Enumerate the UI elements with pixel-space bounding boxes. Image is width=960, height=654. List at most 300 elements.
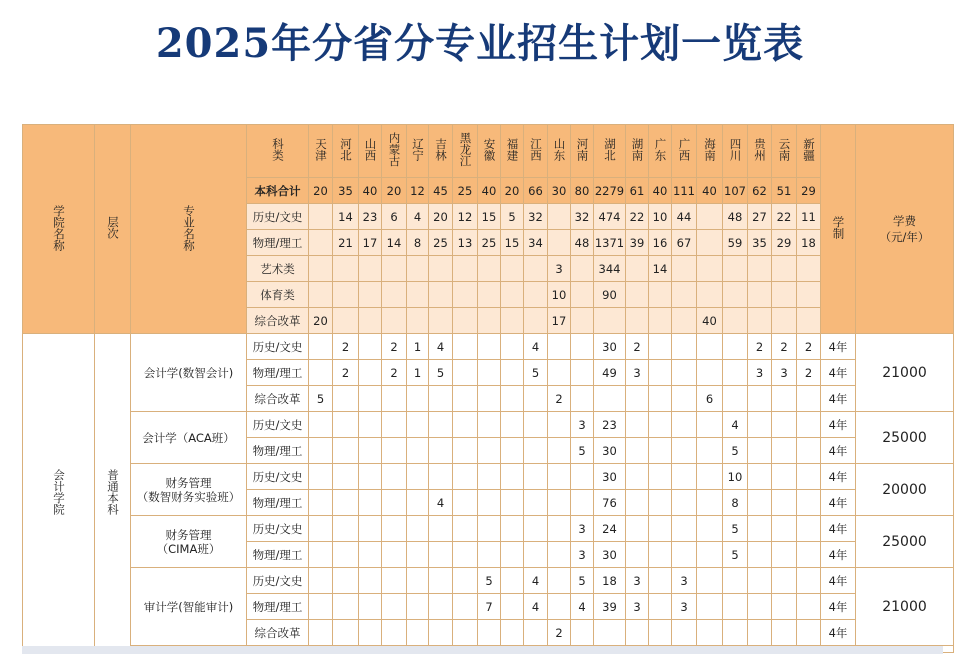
plan-value-text: 2 bbox=[390, 339, 398, 354]
fee-cell bbox=[856, 568, 954, 646]
summary-value bbox=[478, 230, 501, 256]
plan-value-text: 3 bbox=[680, 599, 688, 614]
plan-value bbox=[723, 594, 748, 620]
summary-value bbox=[429, 230, 453, 256]
plan-value bbox=[571, 334, 594, 360]
summary-value-text: 48 bbox=[727, 209, 743, 224]
plan-value bbox=[524, 542, 548, 568]
years-cell bbox=[821, 412, 856, 438]
plan-value bbox=[748, 464, 772, 490]
plan-value bbox=[626, 620, 649, 646]
summary-label-text: 体育类 bbox=[260, 287, 295, 302]
plan-value bbox=[478, 620, 501, 646]
plan-value bbox=[333, 360, 359, 386]
years-cell bbox=[821, 516, 856, 542]
summary-value-text: 11 bbox=[801, 209, 816, 224]
plan-value bbox=[478, 490, 501, 516]
summary-value bbox=[548, 282, 571, 308]
summary-value bbox=[453, 204, 478, 230]
province-header-text: 河北 bbox=[339, 138, 353, 161]
summary-value-text: 34 bbox=[528, 235, 543, 250]
plan-value bbox=[382, 386, 407, 412]
plan-value bbox=[571, 464, 594, 490]
summary-value-text: 90 bbox=[602, 287, 617, 302]
plan-value bbox=[453, 334, 478, 360]
col-header-level-text: 层次 bbox=[106, 216, 120, 239]
plan-value bbox=[672, 620, 697, 646]
plan-value bbox=[797, 568, 821, 594]
summary-value-text: 8 bbox=[413, 235, 422, 250]
table-row bbox=[23, 464, 954, 490]
plan-value bbox=[429, 334, 453, 360]
plan-value bbox=[571, 490, 594, 516]
plan-value bbox=[748, 620, 772, 646]
col-header-subject bbox=[247, 125, 309, 178]
summary-value bbox=[672, 230, 697, 256]
plan-value bbox=[309, 568, 333, 594]
plan-value bbox=[333, 464, 359, 490]
plan-value bbox=[723, 490, 748, 516]
plan-value-text: 4 bbox=[436, 339, 445, 354]
years-cell-text: 4年 bbox=[828, 521, 848, 536]
province-header bbox=[309, 125, 333, 178]
plan-value bbox=[501, 594, 524, 620]
plan-value bbox=[571, 412, 594, 438]
level-name bbox=[95, 334, 131, 653]
plan-value-text: 8 bbox=[731, 495, 739, 510]
province-header bbox=[571, 125, 594, 178]
plan-value-text: 39 bbox=[602, 599, 617, 614]
summary-value-text: 20 bbox=[386, 183, 402, 198]
plan-value bbox=[723, 412, 748, 438]
plan-value bbox=[407, 568, 429, 594]
plan-value-text: 2 bbox=[633, 339, 641, 354]
summary-value bbox=[333, 282, 359, 308]
years-cell-text: 4年 bbox=[828, 599, 848, 614]
subject-cell-text: 历史/文史 bbox=[252, 417, 303, 432]
summary-value-text: 66 bbox=[528, 183, 543, 198]
plan-value bbox=[548, 594, 571, 620]
summary-value bbox=[723, 308, 748, 334]
subject-cell bbox=[247, 438, 309, 464]
major-name-text: 审计学(智能审计) bbox=[143, 599, 234, 614]
summary-value bbox=[723, 256, 748, 282]
plan-value-text: 3 bbox=[633, 599, 641, 614]
plan-value bbox=[524, 334, 548, 360]
province-header-text: 湖南 bbox=[630, 138, 645, 161]
summary-value-text: 12 bbox=[457, 209, 473, 224]
level-name-text: 普通本科 bbox=[106, 468, 120, 515]
col-header-major bbox=[131, 125, 247, 334]
summary-value bbox=[359, 308, 382, 334]
summary-value bbox=[594, 308, 626, 334]
province-header-text: 江西 bbox=[529, 138, 543, 161]
plan-value bbox=[548, 412, 571, 438]
plan-value bbox=[672, 334, 697, 360]
summary-value-text: 40 bbox=[702, 313, 717, 328]
plan-value bbox=[571, 386, 594, 412]
summary-value bbox=[478, 282, 501, 308]
col-header-years-text: 学制 bbox=[831, 216, 846, 239]
plan-value bbox=[309, 412, 333, 438]
summary-value-text: 35 bbox=[338, 183, 353, 198]
fee-cell bbox=[856, 412, 954, 464]
subject-cell-text: 历史/文史 bbox=[252, 521, 303, 536]
plan-value bbox=[672, 412, 697, 438]
plan-value-text: 4 bbox=[531, 573, 540, 588]
summary-value bbox=[309, 308, 333, 334]
plan-value bbox=[772, 412, 797, 438]
plan-value bbox=[697, 490, 723, 516]
col-header-level bbox=[95, 125, 131, 334]
plan-value bbox=[548, 542, 571, 568]
col-header-major-text: 专业名称 bbox=[182, 204, 196, 251]
plan-value bbox=[772, 464, 797, 490]
summary-value bbox=[797, 204, 821, 230]
summary-value bbox=[626, 204, 649, 230]
summary-value bbox=[429, 256, 453, 282]
province-header bbox=[672, 125, 697, 178]
summary-value bbox=[672, 178, 697, 204]
summary-value-text: 3 bbox=[555, 261, 563, 276]
province-header bbox=[797, 125, 821, 178]
summary-value bbox=[382, 308, 407, 334]
plan-value bbox=[571, 620, 594, 646]
col-header-fee bbox=[856, 125, 954, 334]
plan-value-text: 2 bbox=[755, 339, 764, 354]
plan-value bbox=[672, 360, 697, 386]
plan-value bbox=[359, 620, 382, 646]
plan-value bbox=[772, 334, 797, 360]
college-name-text: 会计学院 bbox=[52, 468, 66, 515]
plan-value-text: 30 bbox=[602, 547, 617, 562]
years-cell bbox=[821, 464, 856, 490]
plan-value bbox=[478, 360, 501, 386]
plan-value bbox=[453, 568, 478, 594]
plan-value bbox=[594, 542, 626, 568]
plan-value bbox=[333, 334, 359, 360]
summary-value bbox=[748, 282, 772, 308]
plan-value bbox=[723, 620, 748, 646]
plan-value bbox=[359, 438, 382, 464]
summary-value bbox=[797, 282, 821, 308]
subject-cell bbox=[247, 568, 309, 594]
subject-cell-text: 历史/文史 bbox=[252, 339, 303, 354]
plan-value-text: 5 bbox=[485, 573, 493, 588]
major-name bbox=[131, 334, 247, 412]
summary-value-text: 35 bbox=[752, 235, 767, 250]
summary-value-text: 32 bbox=[528, 209, 543, 224]
summary-value-text: 40 bbox=[702, 183, 717, 198]
enrollment-plan-table bbox=[22, 124, 954, 653]
summary-value bbox=[407, 230, 429, 256]
summary-value bbox=[359, 282, 382, 308]
summary-value bbox=[407, 204, 429, 230]
province-header-text: 湖北 bbox=[603, 138, 617, 161]
plan-value bbox=[649, 542, 672, 568]
province-header bbox=[524, 125, 548, 178]
plan-value bbox=[594, 334, 626, 360]
summary-value bbox=[697, 204, 723, 230]
summary-value-text: 15 bbox=[504, 235, 520, 250]
plan-value bbox=[548, 334, 571, 360]
plan-value bbox=[333, 386, 359, 412]
plan-value bbox=[571, 438, 594, 464]
plan-value bbox=[723, 386, 748, 412]
years-cell-text: 4年 bbox=[828, 391, 848, 406]
province-header bbox=[382, 125, 407, 178]
summary-value bbox=[649, 178, 672, 204]
plan-value bbox=[501, 412, 524, 438]
summary-value bbox=[772, 178, 797, 204]
plan-value bbox=[649, 386, 672, 412]
province-header bbox=[723, 125, 748, 178]
major-name-text: 财务管理 （数智财务实验班） bbox=[136, 475, 241, 504]
summary-value-text: 45 bbox=[433, 183, 448, 198]
summary-value-text: 14 bbox=[338, 209, 353, 224]
plan-value bbox=[723, 516, 748, 542]
plan-value bbox=[333, 412, 359, 438]
summary-value-text: 20 bbox=[504, 183, 520, 198]
plan-value bbox=[594, 412, 626, 438]
plan-value bbox=[649, 594, 672, 620]
plan-value bbox=[501, 464, 524, 490]
fee-cell bbox=[856, 516, 954, 568]
subject-cell bbox=[247, 594, 309, 620]
plan-value bbox=[772, 386, 797, 412]
summary-value bbox=[672, 256, 697, 282]
plan-value bbox=[478, 438, 501, 464]
plan-value-text: 5 bbox=[578, 443, 586, 458]
summary-value bbox=[723, 230, 748, 256]
plan-value bbox=[382, 464, 407, 490]
plan-value bbox=[594, 386, 626, 412]
summary-value bbox=[478, 178, 501, 204]
plan-value bbox=[748, 568, 772, 594]
summary-value-text: 29 bbox=[776, 235, 792, 250]
plan-value bbox=[797, 360, 821, 386]
plan-value-text: 4 bbox=[531, 339, 540, 354]
subject-cell bbox=[247, 620, 309, 646]
summary-value bbox=[333, 230, 359, 256]
plan-value bbox=[407, 360, 429, 386]
plan-value bbox=[797, 490, 821, 516]
summary-value bbox=[626, 178, 649, 204]
province-header-text: 黑龙江 bbox=[458, 132, 473, 167]
plan-value bbox=[429, 542, 453, 568]
plan-value bbox=[697, 516, 723, 542]
summary-value-text: 20 bbox=[433, 209, 448, 224]
summary-value bbox=[407, 178, 429, 204]
plan-value-text: 4 bbox=[531, 599, 540, 614]
province-header bbox=[429, 125, 453, 178]
plan-value bbox=[382, 412, 407, 438]
plan-value bbox=[649, 490, 672, 516]
summary-value-text: 80 bbox=[574, 183, 590, 198]
plan-value bbox=[382, 334, 407, 360]
province-header-text: 山西 bbox=[363, 138, 378, 161]
summary-value bbox=[333, 204, 359, 230]
summary-value bbox=[772, 282, 797, 308]
plan-value-text: 30 bbox=[602, 469, 617, 484]
table-row bbox=[23, 412, 954, 438]
plan-value bbox=[453, 594, 478, 620]
summary-value bbox=[672, 204, 697, 230]
plan-value bbox=[501, 490, 524, 516]
plan-value-text: 6 bbox=[705, 391, 714, 406]
summary-value bbox=[359, 178, 382, 204]
subject-cell bbox=[247, 412, 309, 438]
years-cell bbox=[821, 360, 856, 386]
fee-cell-text: 25000 bbox=[882, 533, 927, 550]
plan-value bbox=[524, 490, 548, 516]
plan-value-text: 2 bbox=[804, 365, 813, 380]
plan-value bbox=[723, 334, 748, 360]
plan-value-text: 3 bbox=[633, 365, 641, 380]
plan-value bbox=[501, 568, 524, 594]
summary-label-text: 历史/文史 bbox=[252, 209, 303, 224]
plan-value bbox=[649, 568, 672, 594]
summary-value bbox=[333, 308, 359, 334]
plan-value bbox=[429, 386, 453, 412]
plan-value bbox=[626, 464, 649, 490]
plan-value bbox=[672, 516, 697, 542]
plan-value bbox=[429, 360, 453, 386]
years-cell-text: 4年 bbox=[828, 573, 848, 588]
plan-value-text: 5 bbox=[731, 443, 739, 458]
bottom-strip bbox=[22, 646, 943, 654]
plan-value bbox=[333, 620, 359, 646]
summary-value-text: 4 bbox=[413, 209, 422, 224]
summary-value bbox=[309, 178, 333, 204]
province-header-text: 海南 bbox=[703, 138, 717, 161]
plan-value bbox=[697, 438, 723, 464]
plan-value bbox=[333, 542, 359, 568]
summary-value-text: 39 bbox=[629, 235, 645, 250]
years-cell bbox=[821, 490, 856, 516]
summary-value bbox=[382, 282, 407, 308]
province-header-text: 辽宁 bbox=[411, 138, 425, 161]
years-cell bbox=[821, 568, 856, 594]
plan-value bbox=[478, 516, 501, 542]
summary-value-text: 22 bbox=[776, 209, 792, 224]
summary-value bbox=[649, 282, 672, 308]
plan-value bbox=[501, 542, 524, 568]
plan-value bbox=[333, 516, 359, 542]
plan-value bbox=[571, 568, 594, 594]
summary-value bbox=[649, 230, 672, 256]
plan-value-text: 3 bbox=[780, 365, 788, 380]
col-header-fee-text: 学费 （元/年） bbox=[879, 214, 930, 244]
province-header-text: 广东 bbox=[653, 138, 668, 161]
summary-value bbox=[594, 256, 626, 282]
plan-value bbox=[548, 386, 571, 412]
plan-value bbox=[407, 438, 429, 464]
plan-value bbox=[309, 386, 333, 412]
plan-value bbox=[723, 568, 748, 594]
province-header-text: 云南 bbox=[777, 138, 792, 161]
plan-value bbox=[407, 386, 429, 412]
summary-value-text: 25 bbox=[481, 235, 497, 250]
summary-value bbox=[333, 256, 359, 282]
province-header bbox=[649, 125, 672, 178]
plan-value bbox=[453, 360, 478, 386]
col-header-years bbox=[821, 125, 856, 334]
summary-value bbox=[594, 204, 626, 230]
table-row bbox=[23, 334, 954, 360]
plan-value bbox=[723, 464, 748, 490]
col-header-college-text: 学院名称 bbox=[52, 204, 66, 251]
summary-value-text: 30 bbox=[551, 183, 567, 198]
subject-cell bbox=[247, 334, 309, 360]
province-header bbox=[501, 125, 524, 178]
summary-value bbox=[723, 282, 748, 308]
plan-value bbox=[649, 464, 672, 490]
summary-value-text: 61 bbox=[629, 183, 645, 198]
plan-value bbox=[359, 542, 382, 568]
summary-value-text: 10 bbox=[551, 287, 567, 302]
summary-value bbox=[524, 282, 548, 308]
plan-value bbox=[748, 594, 772, 620]
subject-cell-text: 物理/理工 bbox=[252, 547, 303, 562]
summary-value bbox=[723, 204, 748, 230]
summary-label-text: 综合改革 bbox=[254, 313, 301, 328]
plan-value bbox=[797, 334, 821, 360]
summary-value-text: 23 bbox=[362, 209, 378, 224]
province-header bbox=[359, 125, 382, 178]
plan-value bbox=[548, 620, 571, 646]
summary-value bbox=[309, 230, 333, 256]
plan-value bbox=[333, 568, 359, 594]
subject-cell-text: 综合改革 bbox=[254, 625, 301, 640]
summary-value bbox=[548, 204, 571, 230]
plan-value bbox=[429, 568, 453, 594]
summary-value bbox=[723, 178, 748, 204]
summary-value bbox=[382, 256, 407, 282]
years-cell bbox=[821, 620, 856, 646]
table-row bbox=[23, 568, 954, 594]
summary-value-text: 111 bbox=[673, 183, 695, 198]
summary-value-text: 22 bbox=[629, 209, 645, 224]
plan-value bbox=[478, 594, 501, 620]
plan-value bbox=[382, 568, 407, 594]
summary-value bbox=[697, 256, 723, 282]
summary-value bbox=[309, 256, 333, 282]
subject-cell-text: 历史/文史 bbox=[252, 469, 303, 484]
summary-value bbox=[478, 256, 501, 282]
summary-value bbox=[772, 256, 797, 282]
summary-value bbox=[524, 256, 548, 282]
summary-value bbox=[672, 308, 697, 334]
plan-value bbox=[309, 360, 333, 386]
plan-value bbox=[672, 386, 697, 412]
plan-value bbox=[772, 620, 797, 646]
plan-value bbox=[797, 594, 821, 620]
summary-value-text: 474 bbox=[598, 209, 621, 224]
summary-value-text: 15 bbox=[481, 209, 497, 224]
summary-value-text: 6 bbox=[390, 209, 398, 224]
summary-value bbox=[382, 204, 407, 230]
plan-value bbox=[772, 516, 797, 542]
major-name bbox=[131, 516, 247, 568]
plan-value bbox=[453, 412, 478, 438]
plan-value bbox=[359, 360, 382, 386]
summary-value bbox=[748, 178, 772, 204]
province-header bbox=[594, 125, 626, 178]
summary-value bbox=[524, 204, 548, 230]
fee-cell bbox=[856, 464, 954, 516]
summary-value bbox=[626, 230, 649, 256]
